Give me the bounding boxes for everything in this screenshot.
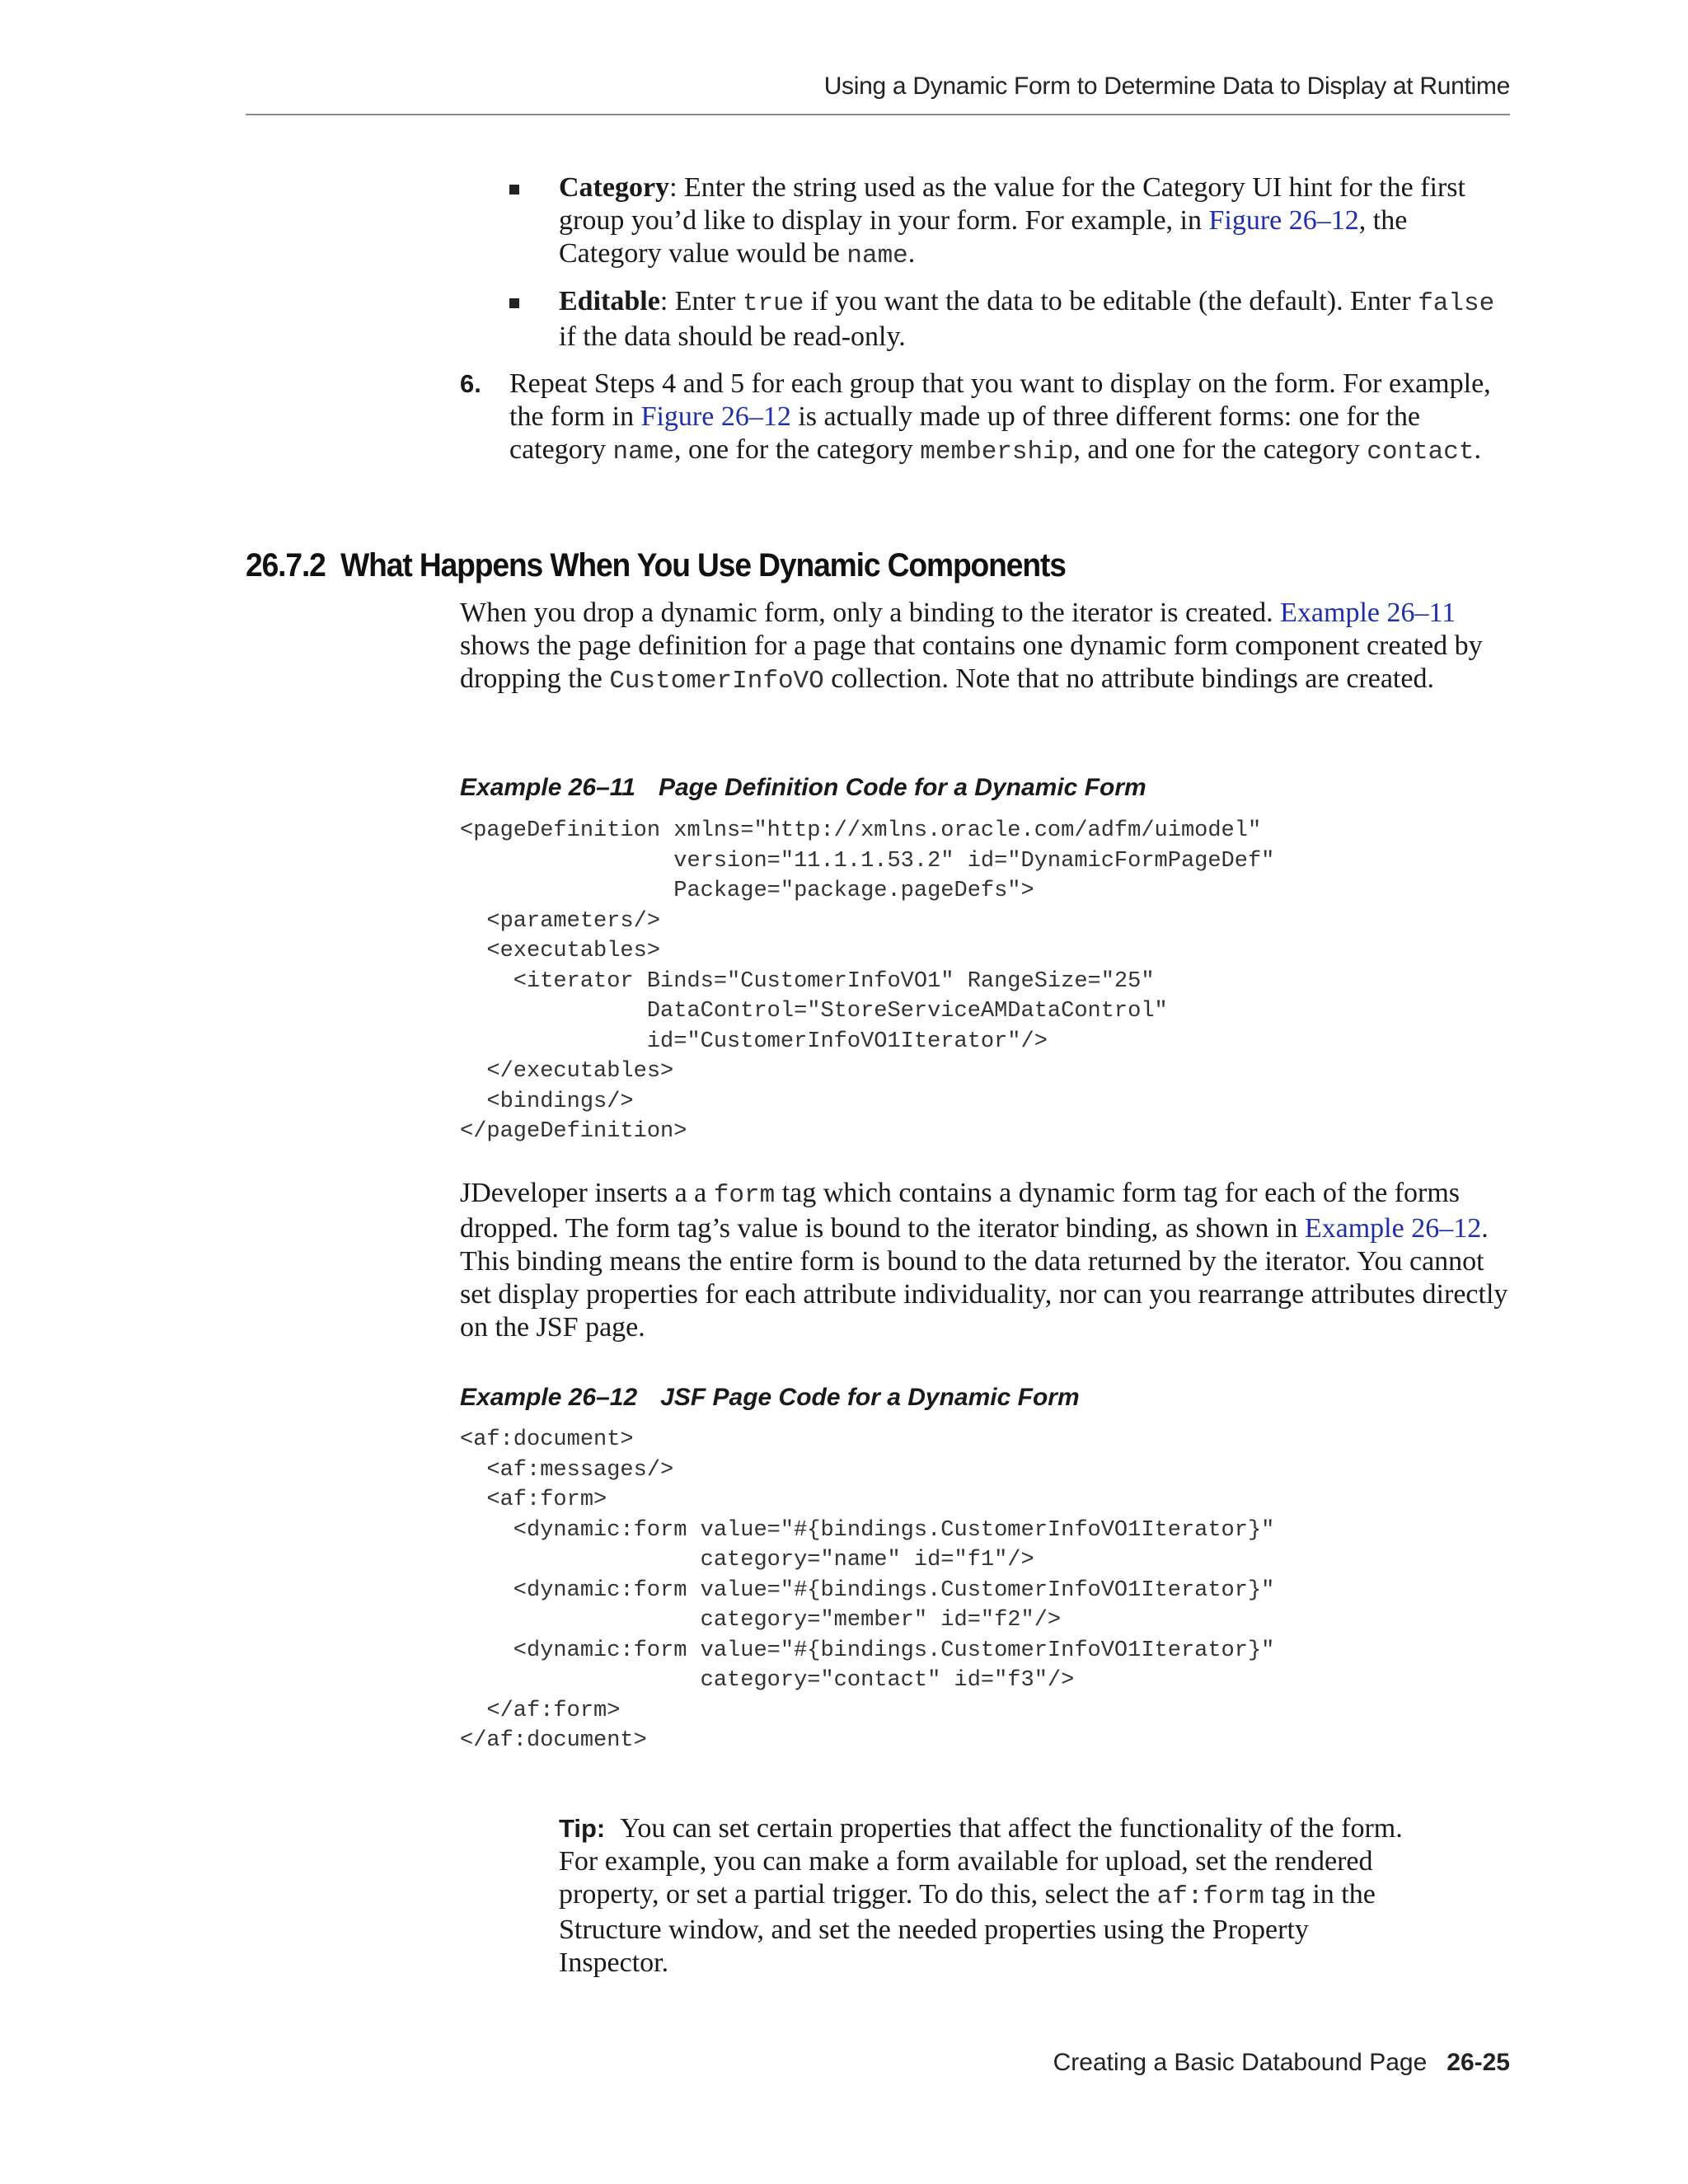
para-text: tag which contains a dynamic form tag for each of the forms dropped. The form tag’s value is bound to the iterator binding, as shown in	[460, 1178, 1461, 1244]
example-title	[460, 1384, 1080, 1412]
bullet-category	[559, 171, 1515, 273]
page-number: 26-25	[1447, 2049, 1510, 2076]
bullet-text: : Enter the string used as the value for the Category UI hint for the first group you’d like to display in your form. For example, in	[559, 172, 1465, 236]
bullet-marker	[509, 185, 519, 194]
para-text: . This binding means the entire form is bound to the data returned by the iterator. You cannot set display properties for each attribute individuality, nor can you rearrange attributes directly on the JSF page.	[460, 1213, 1508, 1343]
tip-text: tag in the Structure window, and set the needed properties using the Property Inspector.	[559, 1879, 1376, 1978]
bullet-text: if you want the data to be editable (the default). Enter	[804, 286, 1418, 316]
step-text: is actually made up of three different forms: one for the category	[509, 401, 1421, 465]
footer-title: Creating a Basic Databound Page	[1053, 2049, 1428, 2076]
step-text: Repeat Steps 4 and 5 for each group that you want to display on the form. For example, the form in	[509, 368, 1491, 432]
paragraph-form-tag	[460, 1177, 1515, 1344]
step-number: 6.	[460, 369, 481, 398]
para-text: shows the page definition for a page that contains one dynamic form component created by dropping the	[460, 630, 1483, 694]
paragraph-intro	[460, 597, 1515, 698]
inline-code: name	[846, 241, 908, 270]
step-text: , and one for the category	[1073, 434, 1367, 465]
section-heading: 26.7.2 What Happens When You Use Dynamic Components	[246, 547, 1066, 583]
example-link[interactable]: Example 26–12	[1304, 1213, 1482, 1244]
tip-note	[559, 1812, 1416, 1980]
tip-text: You can set certain properties that affect the functionality of the form. For example, you can make a form available for upload, set the rendered property, or set a partial trigger. To do this, select the	[559, 1813, 1403, 1910]
inline-code: false	[1418, 289, 1495, 318]
para-text: collection. Note that no attribute bindings are created.	[823, 663, 1434, 694]
step-text: , one for the category	[673, 434, 921, 465]
page-footer	[246, 2049, 1510, 2077]
inline-code: membership	[920, 438, 1074, 466]
running-header: Using a Dynamic Form to Determine Data to Display at Runtime	[823, 73, 1510, 100]
figure-link[interactable]: Figure 26–12	[640, 401, 791, 432]
inline-code: contact	[1367, 438, 1475, 466]
figure-link[interactable]: Figure 26–12	[1208, 205, 1359, 236]
para-text: JDeveloper inserts a a	[460, 1178, 714, 1208]
inline-code: af:form	[1156, 1882, 1264, 1911]
example-caption: Page Definition Code for a Dynamic Form	[658, 774, 1146, 801]
tip-label: Tip:	[559, 1814, 606, 1843]
example-label: Example 26–12	[460, 1384, 638, 1411]
bullet-marker	[509, 298, 519, 308]
bullet-text: if the data should be read-only.	[559, 321, 906, 352]
example-title	[460, 774, 1146, 802]
inline-code: name	[612, 438, 674, 466]
bullet-text: , the Category value would be	[559, 205, 1408, 269]
header-rule	[246, 114, 1510, 115]
code-block: <af:document> <af:messages/> <af:form> <dynamic:form value="#{bindings.CustomerInfoVO1Iterator}" category="name" id="f1"/> <dynamic:form value="#{bindings.CustomerInfoVO1Iterator}" category="member" id="f2"/> <dynamic:form value="#{bindings.CustomerInfoVO1Iterator}" category="contact" id="f3"/> </af:form> </af:document>	[460, 1427, 1275, 1753]
inline-code: CustomerInfoVO	[609, 667, 824, 696]
example-caption: JSF Page Code for a Dynamic Form	[660, 1384, 1080, 1411]
bullet-text: : Enter	[659, 286, 743, 316]
example-label: Example 26–11	[460, 774, 635, 801]
bullet-term: Editable	[559, 286, 660, 316]
inline-code: true	[742, 289, 804, 318]
bullet-term: Category	[559, 172, 670, 203]
step-text: .	[1474, 434, 1481, 465]
bullet-editable	[559, 285, 1515, 354]
inline-code: form	[713, 1181, 776, 1210]
para-text: When you drop a dynamic form, only a binding to the iterator is created.	[460, 598, 1281, 628]
example-link[interactable]: Example 26–11	[1280, 598, 1456, 628]
code-block: <pageDefinition xmlns="http://xmlns.oracle.com/adfm/uimodel" version="11.1.1.53.2" id="DynamicFormPageDef" Package="package.pageDefs"> <parameters/> <executables> <iterator Binds="CustomerInfoVO1" RangeSize="25" DataControl="StoreServiceAMDataControl" id="CustomerInfoVO1Iterator"/> </executables> <bindings/> </pageDefinition>	[460, 818, 1275, 1144]
bullet-text: .	[907, 238, 916, 269]
step-6-text	[509, 368, 1515, 469]
